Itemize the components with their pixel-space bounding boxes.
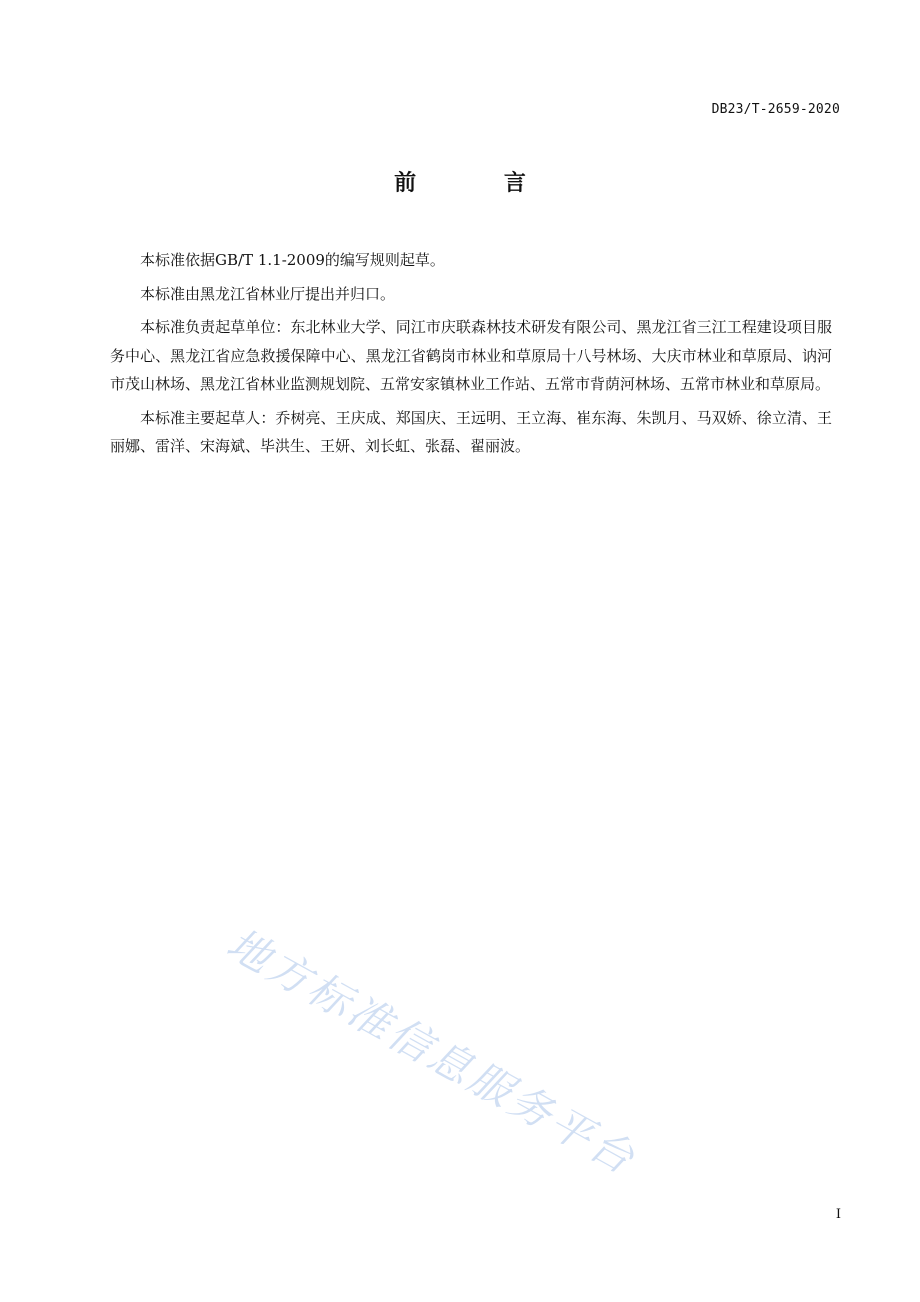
paragraph-drafters: 本标准主要起草人：乔树亮、王庆成、郑国庆、王远明、王立海、崔东海、朱凯月、马双娇、徐立清、王丽娜、雷洋、宋海斌、毕洪生、王妍、刘长虹、张磊、翟丽波。 xyxy=(110,408,832,455)
paragraph-drafting-rules: 本标准依据GB/T 1.1-2009的编写规则起草。 xyxy=(140,251,445,269)
document-body xyxy=(110,246,832,466)
page-title: 前 言 xyxy=(394,171,566,196)
paragraph-proposer: 本标准由黑龙江省林业厅提出并归口。 xyxy=(140,284,396,303)
page-number: I xyxy=(835,1207,841,1222)
paragraph-drafting-units: 本标准负责起草单位：东北林业大学、同江市庆联森林技术研发有限公司、黑龙江省三江工程建设项目服务中心、黑龙江省应急救援保障中心、黑龙江省鹤岗市林业和草原局十八号林场、大庆市林业和草原局、讷河市茂山林场、黑龙江省林业监测规划院、五常安家镇林业工作站、五常市背荫河林场、五常市林业和草原局。 xyxy=(110,318,832,393)
watermark: 地方标准信息服务平台 xyxy=(218,918,646,1185)
document-code: DB23/T-2659-2020 xyxy=(711,102,840,117)
